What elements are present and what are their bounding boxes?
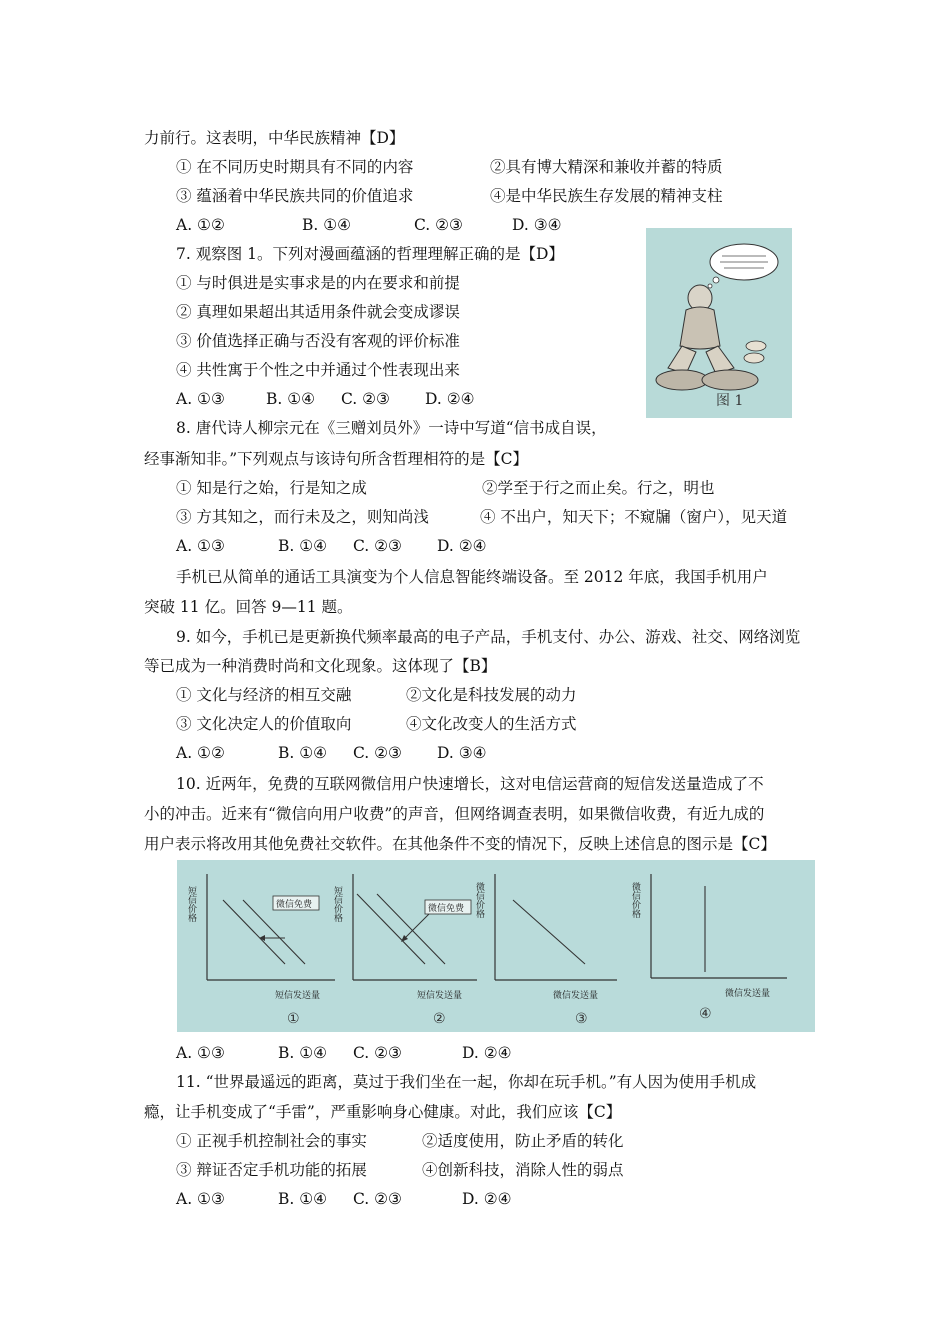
q8-stem-line-2: 经事渐知非。”下列观点与该诗句所含哲理相符的是【C】	[144, 450, 529, 468]
graph-2-box: 微信免费	[428, 904, 465, 914]
q10-choice-a: A. ①③	[176, 1044, 225, 1062]
graph-1	[186, 874, 335, 1027]
q10-stem-line-1: 10. 近两年，免费的互联网微信用户快速增长，这对电信运营商的短信发送量造成了不	[176, 775, 764, 793]
graph-1-xlabel: 短信发送量	[275, 991, 321, 1001]
q7-choice-a: A. ①③	[176, 390, 225, 408]
graph-4-ylabel: 微信价格	[630, 882, 640, 918]
q11-option-3: ③ 辩证否定手机功能的拓展	[176, 1161, 367, 1179]
graph-3-xlabel: 微信发送量	[553, 991, 599, 1001]
graph-3	[474, 874, 617, 1027]
graph-2	[332, 874, 477, 1027]
q7-stem: 7. 观察图 1。下列对漫画蕴涵的哲理理解正确的是【D】	[176, 245, 564, 263]
q8-option-2: ②学至于行之而止矣。行之，明也	[482, 479, 715, 497]
figure-1-caption: 图 1	[716, 393, 744, 409]
q10-choice-c: C. ②③	[353, 1044, 402, 1062]
q10-choice-b: B. ①④	[278, 1044, 328, 1062]
q7-choice-b: B. ①④	[266, 390, 316, 408]
q11-option-4: ④创新科技，消除人性的弱点	[422, 1161, 624, 1179]
graph-1-box: 微信免费	[276, 900, 313, 910]
q11-stem-line-1: 11. “世界最遥远的距离，莫过于我们坐在一起，你却在玩手机。”有人因为使用手机成	[176, 1073, 757, 1091]
cartoon-figure-1	[646, 228, 792, 418]
q8-option-3: ③ 方其知之，而行未及之，则知尚浅	[176, 508, 429, 526]
q7-option-4: ④ 共性寓于个性之中并通过个性表现出来	[176, 361, 460, 379]
q9-choice-a: A. ①②	[176, 744, 225, 762]
q6-choice-b: B. ①④	[302, 216, 352, 234]
graph-2-xlabel: 短信发送量	[417, 991, 463, 1001]
q9-choice-b: B. ①④	[278, 744, 328, 762]
q6-choice-c: C. ②③	[414, 216, 463, 234]
q6-option-2: ②具有博大精深和兼收并蓄的特质	[490, 158, 723, 176]
q6-option-3: ③ 蕴涵着中华民族共同的价值追求	[176, 187, 414, 205]
graph-3-ylabel: 微信价格	[474, 882, 484, 918]
graph-2-number: ②	[433, 1011, 446, 1027]
q9-choice-d: D. ③④	[437, 744, 487, 762]
intro-line-1: 手机已从简单的通话工具演变为个人信息智能终端设备。至 2012 年底，我国手机用户	[176, 568, 768, 586]
q8-choice-d: D. ②④	[437, 537, 487, 555]
graph-2-ylabel: 短信价格	[332, 886, 342, 922]
q8-choice-b: B. ①④	[278, 537, 328, 555]
q11-option-2: ②适度使用，防止矛盾的转化	[422, 1132, 624, 1150]
q10-choice-d: D. ②④	[462, 1044, 512, 1062]
q11-stem-line-2: 瘾，让手机变成了“手雷”，严重影响身心健康。对此，我们应该【C】	[144, 1103, 622, 1121]
q8-option-1: ① 知是行之始，行是知之成	[176, 479, 367, 497]
q6-option-1: ① 在不同历史时期具有不同的内容	[176, 158, 414, 176]
q9-option-1: ① 文化与经济的相互交融	[176, 686, 352, 704]
q11-choice-a: A. ①③	[176, 1190, 225, 1208]
q9-option-3: ③ 文化决定人的价值取向	[176, 715, 352, 733]
q6-option-4: ④是中华民族生存发展的精神支柱	[490, 187, 723, 205]
q8-choice-c: C. ②③	[353, 537, 402, 555]
q9-option-4: ④文化改变人的生活方式	[406, 715, 577, 733]
q7-choice-c: C. ②③	[341, 390, 390, 408]
q7-option-3: ③ 价值选择正确与否没有客观的评价标准	[176, 332, 460, 350]
q9-stem-line-1: 9. 如今，手机已是更新换代频率最高的电子产品，手机支付、办公、游戏、社交、网络浏览	[176, 628, 801, 646]
q11-choice-d: D. ②④	[462, 1190, 512, 1208]
q7-option-2: ② 真理如果超出其适用条件就会变成谬误	[176, 303, 460, 321]
q9-stem-line-2: 等已成为一种消费时尚和文化现象。这体现了【B】	[144, 657, 497, 675]
q8-option-4: ④ 不出户，知天下；不窥牖（窗户），见天道	[480, 508, 788, 526]
q8-stem-line-1: 8. 唐代诗人柳宗元在《三赠刘员外》一诗中写道“信书成自误，	[176, 419, 607, 437]
q10-stem-line-3: 用户表示将改用其他免费社交软件。在其他条件不变的情况下，反映上述信息的图示是【C】	[144, 835, 776, 853]
graph-4	[630, 874, 787, 1022]
graph-1-ylabel: 短信价格	[186, 886, 196, 922]
q8-choice-a: A. ①③	[176, 537, 225, 555]
graph-4-number: ④	[699, 1006, 712, 1022]
q10-graphs-figure	[177, 860, 815, 1032]
q10-graphs-svg	[177, 860, 815, 1032]
q6-choice-d: D. ③④	[512, 216, 562, 234]
q6-choice-a: A. ①②	[176, 216, 225, 234]
q9-choice-c: C. ②③	[353, 744, 402, 762]
graph-1-number: ①	[287, 1011, 300, 1027]
q10-stem-line-2: 小的冲击。近来有“微信向用户收费”的声音，但网络调查表明，如果微信收费，有近九成的	[144, 805, 765, 823]
q11-choice-c: C. ②③	[353, 1190, 402, 1208]
q9-option-2: ②文化是科技发展的动力	[406, 686, 577, 704]
q6-stem-continuation: 力前行。这表明，中华民族精神【D】	[144, 129, 405, 147]
q11-choice-b: B. ①④	[278, 1190, 328, 1208]
q7-choice-d: D. ②④	[425, 390, 475, 408]
intro-line-2: 突破 11 亿。回答 9—11 题。	[144, 598, 353, 616]
q7-option-1: ① 与时俱进是实事求是的内在要求和前提	[176, 274, 460, 292]
graph-3-number: ③	[575, 1011, 588, 1027]
q11-option-1: ① 正视手机控制社会的事实	[176, 1132, 367, 1150]
graph-4-xlabel: 微信发送量	[725, 989, 771, 999]
